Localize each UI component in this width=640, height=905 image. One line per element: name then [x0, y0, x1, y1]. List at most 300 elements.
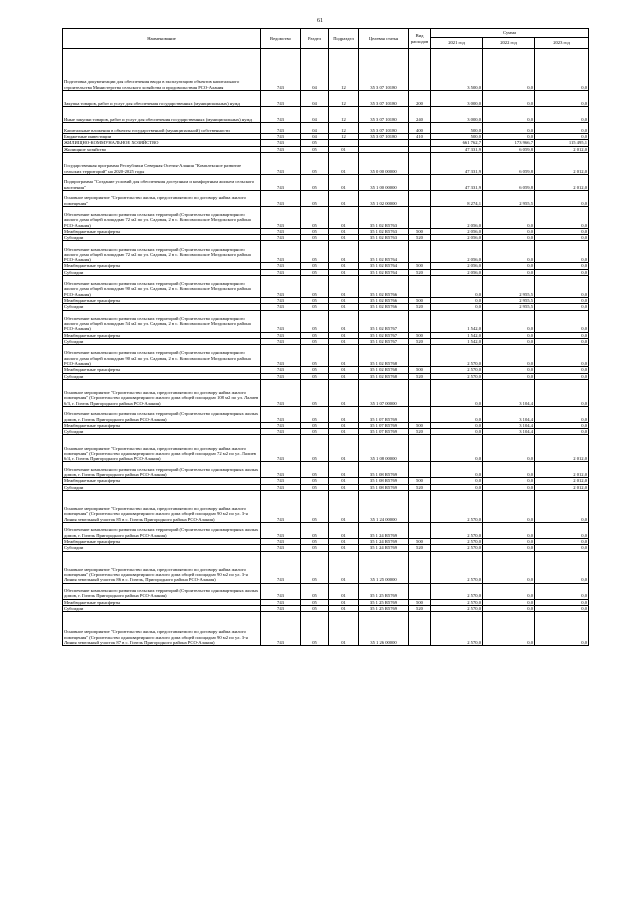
cell-2022: 0,0 [483, 206, 535, 228]
cell-section: 05 [301, 491, 329, 523]
cell-target: 35 1 02 R5767 [359, 332, 409, 338]
cell-expense-type [409, 551, 431, 583]
cell-subsection: 01 [329, 276, 359, 298]
table-header [63, 29, 589, 49]
cell-2023: 0,0 [535, 583, 589, 599]
cell-subsection: 01 [329, 379, 359, 406]
cell-subsection: 01 [329, 523, 359, 539]
cell-2022: 6 059,8 [483, 152, 535, 174]
header-target: Целевая статья [359, 29, 409, 49]
cell-2021: 2 570,0 [431, 612, 483, 646]
header-sum: Сумма [431, 29, 589, 38]
header-expense-type: Вид расходов [409, 29, 431, 49]
cell-2022: 0,0 [483, 345, 535, 367]
cell-2023: 0,0 [535, 379, 589, 406]
cell-name: Обеспечение комплексного развития сельских территорий (Строительство одноквартирных жилых домов, г. Гизель Пригородного района РСО-Алания) [63, 406, 261, 422]
cell-2022: 0,0 [483, 484, 535, 490]
cell-2023: 0,0 [535, 406, 589, 422]
cell-expense-type [409, 435, 431, 462]
cell-ministry: 743 [261, 379, 301, 406]
cell-target: 35 3 07 10180 [359, 91, 409, 107]
header-subsection: Подраздел [329, 29, 359, 49]
cell-subsection: 12 [329, 134, 359, 140]
cell-2022: 3 104,4 [483, 406, 535, 422]
cell-name: Межбюджетные трансферты [63, 367, 261, 373]
cell-2021: 8 274,1 [431, 190, 483, 206]
cell-subsection: 01 [329, 206, 359, 228]
cell-2022: 0,0 [483, 310, 535, 332]
cell-2023: 0,0 [535, 263, 589, 269]
cell-2022: 0,0 [483, 123, 535, 134]
cell-name: Основное мероприятие "Строительство жилья, предоставляемого по договору найма жилого помещения" (Строительство одноквартирного жилого дома общей площадью 72 м2 по ул. Лалиев 6/4, г. Гизель Пригородного района РСО-Алания) [63, 435, 261, 462]
table-row [63, 406, 589, 422]
cell-2021: 0,0 [431, 484, 483, 490]
cell-name: Субсидии [63, 269, 261, 275]
cell-target: 35 1 25 00000 [359, 551, 409, 583]
cell-subsection: 01 [329, 429, 359, 435]
cell-target: 35 1 24 00000 [359, 491, 409, 523]
table-row [63, 276, 589, 298]
table-row [63, 91, 589, 107]
cell-expense-type: 500 [409, 332, 431, 338]
cell-expense-type: 500 [409, 422, 431, 428]
cell-target: 35 1 08 R5769 [359, 478, 409, 484]
cell-ministry: 743 [261, 338, 301, 344]
cell-2023: 0,0 [535, 269, 589, 275]
cell-2022: 0,0 [483, 235, 535, 241]
cell-ministry: 743 [261, 478, 301, 484]
table-row [63, 583, 589, 599]
cell-section: 05 [301, 551, 329, 583]
budget-table [62, 28, 589, 646]
cell-subsection: 01 [329, 605, 359, 611]
cell-name: Обеспечение комплексного развития сельских территорий (Строительство одноквартирных жилых домов, г. Гизель Пригородного района РСО-Алания) [63, 462, 261, 478]
cell-name: Субсидии [63, 373, 261, 379]
cell-2021: 2 570,0 [431, 545, 483, 551]
cell-2023: 0,0 [535, 367, 589, 373]
cell-section: 05 [301, 228, 329, 234]
header-ministry: Ведомство [261, 29, 301, 49]
cell-2021: 0,0 [431, 304, 483, 310]
cell-target: 35 1 02 R5763 [359, 206, 409, 228]
cell-target: 35 1 02 R5766 [359, 276, 409, 298]
cell-name: Межбюджетные трансферты [63, 332, 261, 338]
cell-ministry: 743 [261, 332, 301, 338]
cell-2021: 2 570,0 [431, 373, 483, 379]
cell-expense-type: 400 [409, 123, 431, 134]
cell-expense-type: 240 [409, 107, 431, 123]
cell-2023: 0,0 [535, 107, 589, 123]
cell-section: 05 [301, 140, 329, 146]
cell-expense-type [409, 379, 431, 406]
cell-target: 35 1 02 R5764 [359, 269, 409, 275]
cell-ministry: 743 [261, 49, 301, 91]
cell-subsection: 01 [329, 241, 359, 263]
header-2021: 2021 год [431, 38, 483, 49]
cell-subsection: 01 [329, 484, 359, 490]
cell-2022: 6 059,8 [483, 146, 535, 152]
cell-ministry: 743 [261, 263, 301, 269]
cell-2023: 115 495,1 [535, 140, 589, 146]
cell-2022: 2 955,5 [483, 190, 535, 206]
cell-2021: 2 056,0 [431, 228, 483, 234]
cell-2021: 3 500,0 [431, 49, 483, 91]
cell-2021: 0,0 [431, 298, 483, 304]
cell-2022: 0,0 [483, 338, 535, 344]
table-row [63, 523, 589, 539]
cell-subsection: 01 [329, 174, 359, 190]
cell-subsection: 12 [329, 123, 359, 134]
cell-target: 35 1 07 R5769 [359, 422, 409, 428]
cell-target: 35 1 08 R5769 [359, 462, 409, 478]
cell-name: Межбюджетные трансферты [63, 539, 261, 545]
cell-2023: 2 012,0 [535, 174, 589, 190]
cell-2022: 2 955,5 [483, 276, 535, 298]
cell-section: 05 [301, 235, 329, 241]
cell-2022: 0,0 [483, 605, 535, 611]
cell-expense-type: 500 [409, 298, 431, 304]
cell-section: 05 [301, 605, 329, 611]
table-row [63, 435, 589, 462]
cell-2021: 2 056,0 [431, 206, 483, 228]
cell-ministry: 743 [261, 583, 301, 599]
cell-section: 05 [301, 241, 329, 263]
cell-2022: 0,0 [483, 523, 535, 539]
cell-name: Межбюджетные трансферты [63, 478, 261, 484]
cell-2021: 0,0 [431, 406, 483, 422]
cell-section: 05 [301, 484, 329, 490]
cell-section: 05 [301, 539, 329, 545]
cell-2022: 0,0 [483, 435, 535, 462]
cell-2022: 3 104,4 [483, 379, 535, 406]
cell-name: Межбюджетные трансферты [63, 599, 261, 605]
cell-target: 35 3 07 10180 [359, 134, 409, 140]
cell-2022: 173 966,7 [483, 140, 535, 146]
cell-2022: 0,0 [483, 134, 535, 140]
cell-ministry: 743 [261, 551, 301, 583]
cell-name: Подпрограмма "Создание условий для обеспечения доступным и комфортным жильем сельского населения" [63, 174, 261, 190]
cell-2023: 0,0 [535, 551, 589, 583]
cell-target: 35 1 02 R5767 [359, 338, 409, 344]
cell-name: Обеспечение комплексного развития сельских территорий (Строительство одноквартирного жилого дома общей площадью 90 м2 по ул. Садовая, 2 в с. Комсомольское Моздокского района РСО-Алания) [63, 345, 261, 367]
cell-2021: 2 570,0 [431, 539, 483, 545]
cell-subsection: 12 [329, 49, 359, 91]
cell-ministry: 743 [261, 174, 301, 190]
cell-target: 35 1 02 R5766 [359, 304, 409, 310]
cell-2021: 3 000,0 [431, 107, 483, 123]
cell-ministry: 743 [261, 241, 301, 263]
cell-section: 05 [301, 422, 329, 428]
cell-2021: 500,0 [431, 123, 483, 134]
cell-target: 35 1 24 R5769 [359, 523, 409, 539]
table-row [63, 190, 589, 206]
cell-target: 35 1 02 R5768 [359, 373, 409, 379]
cell-2021: 2 570,0 [431, 491, 483, 523]
cell-expense-type: 410 [409, 134, 431, 140]
cell-subsection: 01 [329, 612, 359, 646]
cell-subsection: 01 [329, 551, 359, 583]
cell-subsection: 01 [329, 338, 359, 344]
cell-name: Субсидии [63, 545, 261, 551]
cell-ministry: 743 [261, 276, 301, 298]
cell-2021: 500,0 [431, 134, 483, 140]
cell-ministry: 743 [261, 429, 301, 435]
cell-name: Обеспечение комплексного развития сельских территорий (Строительство одноквартирных жилых домов, г. Гизель Пригородного района РСО-Алания) [63, 583, 261, 599]
cell-target: 35 1 08 R5769 [359, 484, 409, 490]
cell-expense-type [409, 174, 431, 190]
cell-2023: 0,0 [535, 298, 589, 304]
cell-name: Субсидии [63, 304, 261, 310]
cell-2023: 0,0 [535, 123, 589, 134]
cell-target: 35 1 02 R5764 [359, 241, 409, 263]
table-row [63, 241, 589, 263]
cell-section: 05 [301, 310, 329, 332]
cell-target: 35 1 07 R5769 [359, 429, 409, 435]
cell-section: 05 [301, 478, 329, 484]
cell-2021: 1 542,0 [431, 338, 483, 344]
cell-ministry: 743 [261, 422, 301, 428]
cell-section: 05 [301, 429, 329, 435]
cell-2022: 0,0 [483, 367, 535, 373]
table-row [63, 123, 589, 134]
cell-ministry: 743 [261, 298, 301, 304]
cell-ministry: 743 [261, 123, 301, 134]
cell-section: 05 [301, 523, 329, 539]
cell-2021: 2 570,0 [431, 523, 483, 539]
cell-expense-type [409, 241, 431, 263]
cell-expense-type: 500 [409, 478, 431, 484]
cell-section: 05 [301, 545, 329, 551]
cell-target: 35 1 02 00000 [359, 190, 409, 206]
cell-subsection: 01 [329, 298, 359, 304]
cell-2023: 2 012,0 [535, 484, 589, 490]
cell-2023: 0,0 [535, 539, 589, 545]
table-row [63, 345, 589, 367]
table-row [63, 174, 589, 190]
cell-2023: 0,0 [535, 49, 589, 91]
cell-2021: 47 331,9 [431, 146, 483, 152]
cell-section: 05 [301, 406, 329, 422]
cell-2023: 0,0 [535, 429, 589, 435]
cell-name: Субсидии [63, 235, 261, 241]
cell-expense-type: 500 [409, 599, 431, 605]
cell-section: 05 [301, 435, 329, 462]
cell-subsection: 01 [329, 152, 359, 174]
cell-subsection: 01 [329, 269, 359, 275]
cell-2023: 2 012,0 [535, 152, 589, 174]
table-row [63, 107, 589, 123]
cell-2022: 0,0 [483, 332, 535, 338]
cell-2021: 0,0 [431, 422, 483, 428]
cell-ministry: 743 [261, 206, 301, 228]
cell-name: Государственная программа Республики Северная Осетия-Алания "Комплексное развитие сельских территорий" на 2020-2025 годы [63, 152, 261, 174]
cell-2022: 3 104,4 [483, 429, 535, 435]
cell-2022: 0,0 [483, 228, 535, 234]
cell-2023: 0,0 [535, 134, 589, 140]
cell-2023: 0,0 [535, 190, 589, 206]
cell-section: 04 [301, 49, 329, 91]
cell-expense-type [409, 612, 431, 646]
cell-ministry: 743 [261, 91, 301, 107]
cell-2023: 0,0 [535, 332, 589, 338]
cell-ministry: 743 [261, 435, 301, 462]
cell-ministry: 743 [261, 235, 301, 241]
cell-section: 05 [301, 599, 329, 605]
cell-subsection: 01 [329, 345, 359, 367]
cell-ministry: 743 [261, 539, 301, 545]
cell-2023: 0,0 [535, 545, 589, 551]
cell-2022: 6 059,8 [483, 174, 535, 190]
header-name: Наименование [63, 29, 261, 49]
cell-2021: 47 331,9 [431, 152, 483, 174]
cell-2021: 2 056,0 [431, 235, 483, 241]
cell-section: 05 [301, 367, 329, 373]
cell-subsection: 01 [329, 310, 359, 332]
cell-2023: 0,0 [535, 304, 589, 310]
header-2022: 2022 год [483, 38, 535, 49]
cell-2023: 0,0 [535, 491, 589, 523]
cell-expense-type: 520 [409, 605, 431, 611]
cell-expense-type [409, 276, 431, 298]
cell-target: 35 0 00 00000 [359, 152, 409, 174]
table-body [63, 49, 589, 646]
cell-expense-type [409, 206, 431, 228]
cell-expense-type [409, 462, 431, 478]
cell-2022: 0,0 [483, 263, 535, 269]
cell-section: 05 [301, 276, 329, 298]
cell-subsection: 12 [329, 107, 359, 123]
cell-subsection: 01 [329, 491, 359, 523]
cell-2022: 0,0 [483, 241, 535, 263]
cell-2023: 0,0 [535, 612, 589, 646]
cell-expense-type: 520 [409, 484, 431, 490]
table-row [63, 310, 589, 332]
page-number: 61 [317, 18, 323, 24]
cell-subsection: 01 [329, 406, 359, 422]
cell-2021: 0,0 [431, 379, 483, 406]
cell-section: 04 [301, 107, 329, 123]
cell-expense-type [409, 523, 431, 539]
cell-subsection: 01 [329, 422, 359, 428]
cell-name: Основное мероприятие "Строительство жилья, предоставляемого по договору найма жилого помещения" [63, 190, 261, 206]
cell-ministry: 743 [261, 345, 301, 367]
cell-ministry: 743 [261, 605, 301, 611]
cell-expense-type: 500 [409, 263, 431, 269]
cell-ministry: 743 [261, 228, 301, 234]
table-row [63, 551, 589, 583]
cell-2023: 0,0 [535, 310, 589, 332]
cell-section: 05 [301, 462, 329, 478]
cell-subsection: 01 [329, 583, 359, 599]
cell-section: 05 [301, 338, 329, 344]
cell-expense-type: 500 [409, 539, 431, 545]
cell-2021: 0,0 [431, 276, 483, 298]
cell-section: 05 [301, 379, 329, 406]
cell-subsection: 01 [329, 539, 359, 545]
cell-2022: 0,0 [483, 478, 535, 484]
cell-target: 35 1 25 R5769 [359, 583, 409, 599]
cell-expense-type: 200 [409, 91, 431, 107]
cell-2022: 0,0 [483, 373, 535, 379]
cell-2022: 0,0 [483, 599, 535, 605]
cell-target: 35 1 02 R5767 [359, 310, 409, 332]
cell-expense-type: 520 [409, 269, 431, 275]
cell-2021: 2 056,0 [431, 263, 483, 269]
cell-target: 35 1 02 R5766 [359, 298, 409, 304]
cell-subsection: 01 [329, 332, 359, 338]
cell-subsection: 01 [329, 478, 359, 484]
cell-2021: 1 542,0 [431, 332, 483, 338]
cell-target: 35 1 24 R5769 [359, 545, 409, 551]
cell-target: 35 3 07 10180 [359, 107, 409, 123]
cell-2021: 47 331,9 [431, 174, 483, 190]
cell-subsection: 01 [329, 462, 359, 478]
cell-expense-type: 520 [409, 429, 431, 435]
cell-2023: 0,0 [535, 241, 589, 263]
cell-name: Основное мероприятие "Строительство жилья, предоставляемого по договору найма жилого помещения" (Строительство одноквартирного жилого дома общей площадью 90 м2 по ул. 3-я Линия земельный участок 87 в с. Гизель Пригородного района РСО-Алания) [63, 612, 261, 646]
cell-section: 05 [301, 263, 329, 269]
cell-target: 35 1 25 R5769 [359, 605, 409, 611]
cell-2023: 2 012,0 [535, 462, 589, 478]
cell-name: Обеспечение комплексного развития сельских территорий (Строительство одноквартирных жилых домов, г. Гизель Пригородного района РСО-Алания) [63, 523, 261, 539]
cell-2022: 0,0 [483, 91, 535, 107]
cell-subsection: 01 [329, 263, 359, 269]
cell-2022: 2 955,5 [483, 304, 535, 310]
cell-name: Субсидии [63, 484, 261, 490]
cell-2023: 0,0 [535, 523, 589, 539]
cell-2023: 0,0 [535, 91, 589, 107]
cell-name: Основное мероприятие "Строительство жилья, предоставляемого по договору найма жилого помещения" (Строительство одноквартирного жилого дома общей площадью 90 м2 по ул. 3-я Линия земельный участок 86 в с. Гизель, Пригородного района РСО-Алания) [63, 551, 261, 583]
cell-section: 05 [301, 190, 329, 206]
cell-name: Обеспечение комплексного развития сельских территорий (Строительство одноквартирного жилого дома общей площадью 72 м2 по ул. Садовая, 2 в с. Комсомольское Моздокского района РСО-Алания) [63, 206, 261, 228]
cell-name: Иные закупки товаров, работ и услуг для обеспечения государственных (муниципальных) нужд [63, 107, 261, 123]
cell-name: Подготовка документации для обеспечения ввода в эксплуатацию объектов капитального строительства Министерства сельского хозяйства и продовольствия РСО-Алания [63, 49, 261, 91]
cell-name: Обеспечение комплексного развития сельских территорий (Строительство одноквартирного жилого дома общей площадью 90 м2 по ул. Садовая, 2 в с. Комсомольское Моздокского района РСО-Алания) [63, 276, 261, 298]
cell-expense-type: 520 [409, 545, 431, 551]
cell-ministry: 743 [261, 462, 301, 478]
cell-2022: 0,0 [483, 545, 535, 551]
cell-section: 05 [301, 206, 329, 228]
cell-section: 05 [301, 174, 329, 190]
cell-2023: 0,0 [535, 228, 589, 234]
cell-name: Субсидии [63, 338, 261, 344]
cell-ministry: 743 [261, 146, 301, 152]
cell-ministry: 743 [261, 107, 301, 123]
cell-2022: 0,0 [483, 107, 535, 123]
cell-2023: 0,0 [535, 276, 589, 298]
cell-2021: 2 056,0 [431, 241, 483, 263]
cell-2021: 1 542,0 [431, 310, 483, 332]
table-row [63, 612, 589, 646]
cell-subsection: 01 [329, 545, 359, 551]
cell-expense-type [409, 49, 431, 91]
cell-2022: 0,0 [483, 49, 535, 91]
cell-2023: 0,0 [535, 235, 589, 241]
cell-ministry: 743 [261, 152, 301, 174]
cell-2022: 0,0 [483, 491, 535, 523]
cell-ministry: 743 [261, 406, 301, 422]
cell-target: 35 1 02 R5763 [359, 228, 409, 234]
cell-section: 05 [301, 583, 329, 599]
cell-expense-type: 500 [409, 228, 431, 234]
cell-ministry: 743 [261, 269, 301, 275]
cell-name: Субсидии [63, 429, 261, 435]
cell-2023: 2 012,0 [535, 478, 589, 484]
cell-2021: 0,0 [431, 429, 483, 435]
cell-2023: 0,0 [535, 345, 589, 367]
cell-target: 35 1 08 00000 [359, 435, 409, 462]
cell-subsection: 01 [329, 367, 359, 373]
